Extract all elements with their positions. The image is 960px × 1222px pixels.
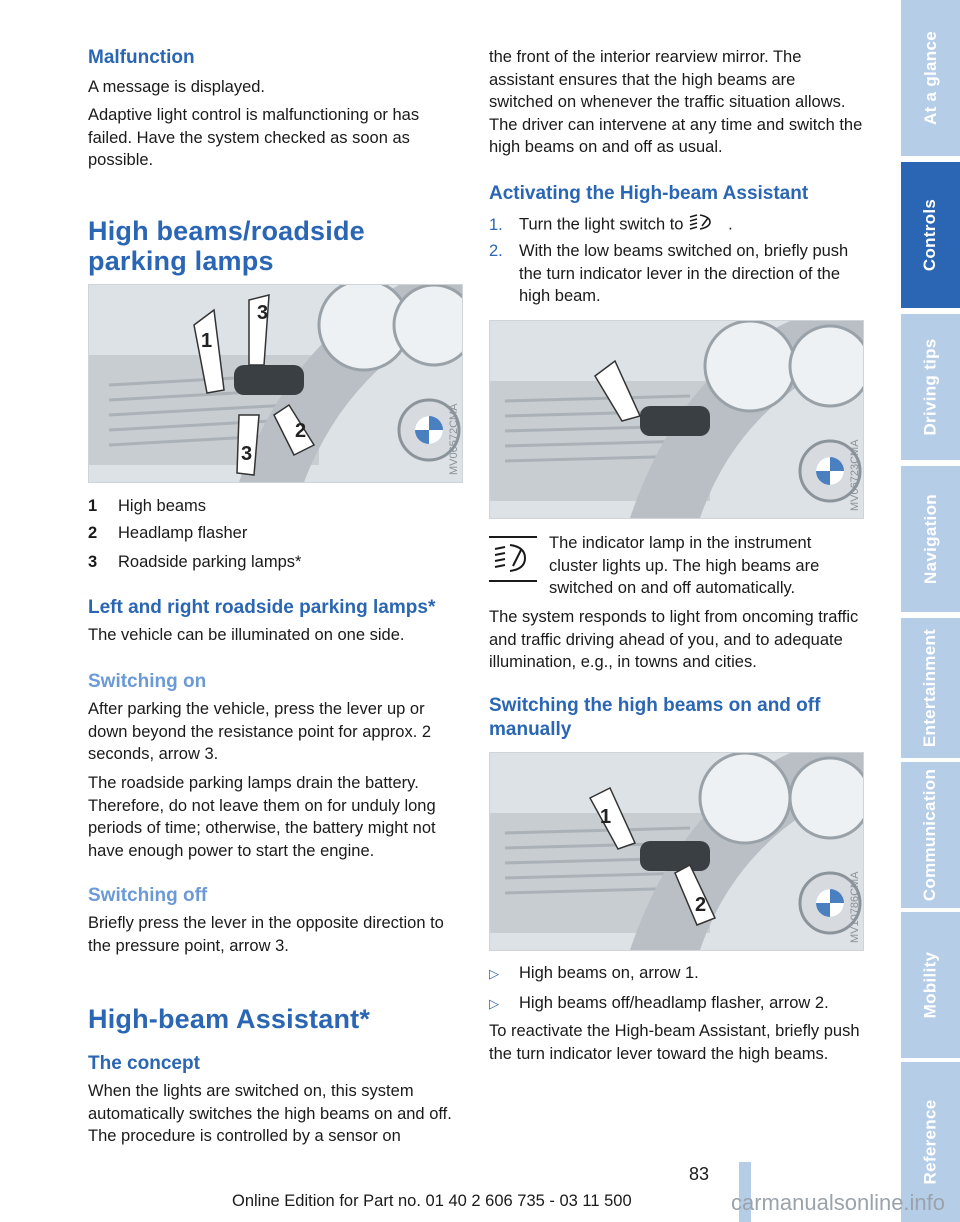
figure2-code: MV06723CMA xyxy=(849,439,861,511)
chapter-sidebar xyxy=(901,0,960,1222)
step-1: 1. Turn the light switch to . xyxy=(489,212,864,239)
battery-warning-paragraph: The roadside parking lamps drain the battery. Therefore, do not leave them on for unduly long periods of time; otherwise, the battery might not have enough power to start the engine. xyxy=(88,774,436,860)
reactivate-paragraph: To reactivate the High-beam Assistant, briefly push the turn indicator lever toward the high beams. xyxy=(489,1022,860,1063)
tab-at-a-glance[interactable]: At a glance xyxy=(901,0,960,156)
figure3-label-1: 1 xyxy=(600,806,612,828)
tab-communication[interactable]: Communication xyxy=(901,762,960,908)
site-watermark: carmanualsonline.info xyxy=(731,1190,946,1215)
switching-off-heading: Switching off xyxy=(88,885,208,906)
figure3-code: MV10786CMA xyxy=(849,871,861,943)
figure-high-beam-lever xyxy=(88,284,463,483)
indicator-lamp-icon xyxy=(489,534,537,584)
figure1-label-1: 1 xyxy=(201,330,213,352)
tab-mobility[interactable]: Mobility xyxy=(901,912,960,1058)
tab-driving-tips[interactable]: Driving tips xyxy=(901,314,960,460)
tab-controls[interactable]: Controls xyxy=(901,162,960,308)
legend-item: 1 High beams xyxy=(88,497,207,515)
figure1-label-3-bottom: 3 xyxy=(241,443,253,465)
concept-paragraph: When the lights are switched on, this system automatically switches the high beams on and off. The procedure is controlled by a sensor on xyxy=(88,1082,452,1145)
switching-on-heading: Switching on xyxy=(88,671,207,692)
figure1-label-3-top: 3 xyxy=(257,302,269,324)
legend-item: 2 Headlamp flasher xyxy=(88,524,248,542)
section-title-high-beams: High beams/roadside parking lamps xyxy=(88,216,365,276)
figure1-label-2: 2 xyxy=(295,420,307,442)
page-number: 83 xyxy=(689,1164,710,1184)
switching-on-paragraph: After parking the vehicle, press the lever up or down beyond the resistance point for approx. 2 seconds, arrow 3. xyxy=(88,700,432,763)
malfunction-message: A message is displayed. xyxy=(88,78,266,96)
malfunction-heading: Malfunction xyxy=(88,47,195,68)
activating-heading: Activating the High-beam Assistant xyxy=(489,183,809,204)
concept-heading: The concept xyxy=(88,1053,200,1074)
bullet-high-beams-off: ▷ High beams off/headlamp flasher, arrow 2. xyxy=(489,994,829,1012)
figure1-code: MV06572CMA xyxy=(448,403,460,475)
sensor-continuation-paragraph: the front of the interior rearview mirror. The assistant ensures that the high beams are switched on whenever the traffic situation allows. The driver can intervene at any time and switch the high beams on and off as usual. xyxy=(489,48,863,156)
high-beam-assistant-icon xyxy=(688,212,728,239)
switching-off-paragraph: Briefly press the lever in the opposite direction to the pressure point, arrow 3. xyxy=(88,914,444,955)
roadside-paragraph: The vehicle can be illuminated on one side. xyxy=(88,626,405,644)
roadside-heading: Left and right roadside parking lamps* xyxy=(88,597,436,618)
figure-manual-high-beams xyxy=(489,752,864,951)
tab-entertainment[interactable]: Entertainment xyxy=(901,618,960,758)
tab-navigation[interactable]: Navigation xyxy=(901,466,960,612)
indicator-lamp-paragraph: The indicator lamp in the instrument cluster lights up. The high beams are switched on and off automatically. xyxy=(549,534,820,597)
figure3-label-2: 2 xyxy=(695,894,707,916)
bullet-high-beams-on: ▷ High beams on, arrow 1. xyxy=(489,964,699,982)
high-beam-assistant-title: High-beam Assistant* xyxy=(88,1004,371,1034)
tab-reference[interactable]: Reference xyxy=(901,1062,960,1222)
edition-footer: Online Edition for Part no. 01 40 2 606 735 - 03 11 500 xyxy=(232,1192,632,1210)
figure-activate-high-beam-assistant xyxy=(489,320,864,519)
legend-item: 3 Roadside parking lamps* xyxy=(88,553,302,571)
manual-heading: Switching the high beams on and off manually xyxy=(489,695,821,740)
system-responds-paragraph: The system responds to light from oncoming traffic and traffic driving ahead of you, and to adequate illumination, e.g., in towns and cities. xyxy=(489,608,859,671)
malfunction-description: Adaptive light control is malfunctioning or has failed. Have the system checked as soon as possible. xyxy=(88,106,420,169)
step-2: 2. With the low beams switched on, briefly push the turn indicator lever in the direction of the high beam. xyxy=(489,242,849,305)
